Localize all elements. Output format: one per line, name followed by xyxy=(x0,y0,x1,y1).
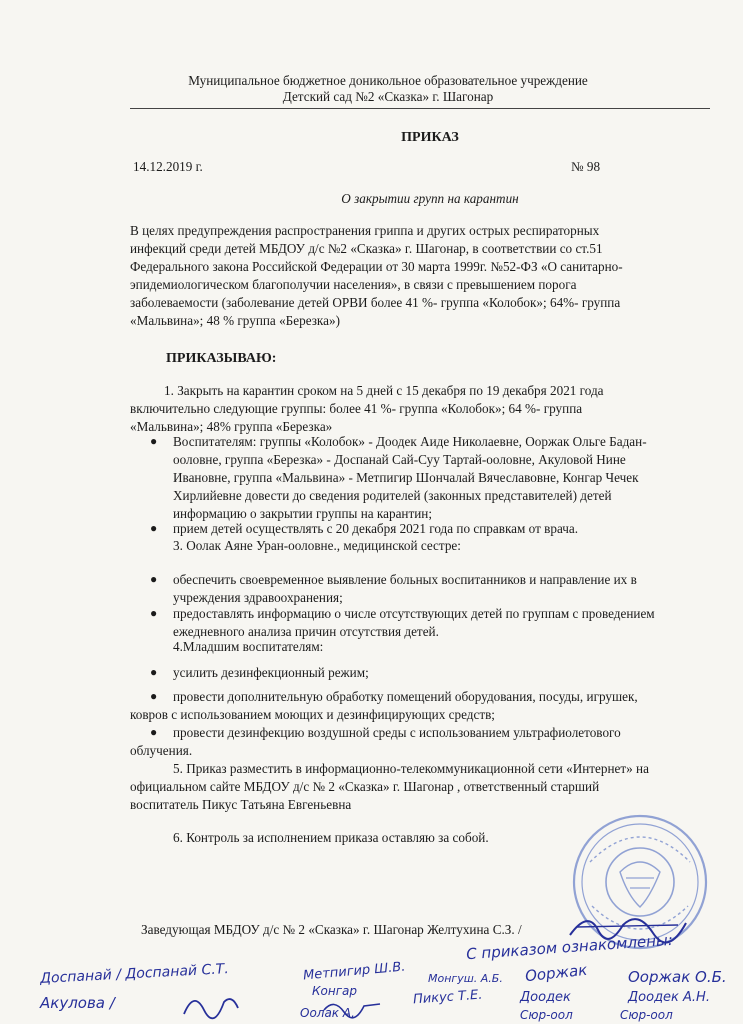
signature-entry: Доспанай / Доспанай С.Т. xyxy=(39,961,230,987)
signature-entry: Монгуш. А.Б. xyxy=(428,972,503,985)
bullet-4 xyxy=(173,605,713,641)
order-word: ПРИКАЗЫВАЮ: xyxy=(166,351,277,366)
item-1 xyxy=(130,382,714,436)
bullet-5: усилить дезинфекционный режим; xyxy=(173,665,369,680)
bullet-dot: ● xyxy=(150,434,158,448)
signature-scribble xyxy=(322,996,382,1020)
item-1-line: включительно следующие группы: более 41 %- группа «Колобок»; 64 %- группа xyxy=(130,401,583,416)
ack-header: С приказом ознакомлены: xyxy=(465,930,674,964)
signature-entry: Сюр-оол xyxy=(620,1008,673,1022)
signature-scribble xyxy=(180,988,240,1022)
signature-entry: Доодек А.Н. xyxy=(628,990,710,1005)
bullet-dot: ● xyxy=(150,725,158,739)
bullet-dot: ● xyxy=(150,689,158,703)
item-5 xyxy=(130,760,714,814)
item-5-line: официальном сайте МБДОУ д/с № 2 «Сказка» г. Шагонар , ответственный старший xyxy=(130,779,600,794)
preamble-line: Федерального закона Российской Федерации от 30 марта 1999г. №52-ФЗ «О санитарно- xyxy=(130,259,623,274)
bullet-1-line: Воспитателям: группы «Колобок» - Доодек Аиде Николаевне, Ооржак Ольге Бадан- xyxy=(173,434,647,449)
footer-signature-line: Заведующая МБДОУ д/с № 2 «Сказка» г. Шагонар Желтухина С.З. / xyxy=(141,922,522,937)
item-5-line: 5. Приказ разместить в информационно-телекоммуникационной сети «Интернет» на xyxy=(173,761,649,776)
doc-title: ПРИКАЗ xyxy=(401,130,459,145)
signature-entry: Сюр-оол xyxy=(520,1008,573,1022)
preamble xyxy=(130,222,714,330)
preamble-line: инфекций среди детей МБДОУ д/с №2 «Сказка» г. Шагонар, в соответствии со ст.51 xyxy=(130,241,603,256)
bullet-3 xyxy=(173,571,713,607)
bullet-2: прием детей осуществлять с 20 декабря 2021 года по справкам от врача. xyxy=(173,521,579,536)
preamble-line: «Мальвина»; 48 % группа «Березка») xyxy=(130,313,340,328)
bullet-1 xyxy=(173,433,713,523)
signature-entry: Доодек xyxy=(520,990,571,1005)
item-1-line: «Мальвина»; 48% группа «Березка» xyxy=(130,419,333,434)
item-5-line: воспитатель Пикус Татьяна Евгеньевна xyxy=(130,797,352,812)
bullet-7 xyxy=(130,724,714,760)
signature-entry: Ооржак О.Б. xyxy=(628,968,727,986)
signature-entry: Конгар xyxy=(312,984,357,998)
header-line-2: Детский сад №2 «Сказка» г. Шагонар xyxy=(282,89,494,104)
signature-entry: Оолак А. xyxy=(300,1006,355,1020)
header-rule xyxy=(130,108,710,109)
bullet-3-line: обеспечить своевременное выявление больных воспитанников и направление их в xyxy=(173,572,637,587)
bullet-6-line: ковров с использованием моющих и дезинфицирующих средств; xyxy=(130,707,495,722)
signature-entry: Метпигир Ш.В. xyxy=(302,959,406,984)
signature-entry: Акулова / xyxy=(40,994,115,1012)
doc-date: 14.12.2019 г. xyxy=(133,159,203,174)
header-line-1: Муниципальное бюджетное доникольное образовательное учреждение xyxy=(188,73,588,88)
bullet-4-line: предоставлять информацию о числе отсутствующих детей по группам с проведением xyxy=(173,606,655,621)
preamble-line: заболеваемости (заболевание детей ОРВИ более 41 %- группа «Колобок»; 64%- группа xyxy=(130,295,621,310)
bullet-3-line: учреждения здравоохранения; xyxy=(173,590,343,605)
bullet-dot: ● xyxy=(150,572,158,586)
bullet-1-line: информацию о закрытии группы на карантин; xyxy=(173,506,433,521)
signature-entry: Пикус Т.Е. xyxy=(412,987,483,1008)
bullet-4-line: ежедневного анализа причин отсутствия детей. xyxy=(173,624,439,639)
doc-number: № 98 xyxy=(571,159,601,174)
bullet-6 xyxy=(130,688,714,724)
bullet-7-line: облучения. xyxy=(130,743,193,758)
item-3: 3. Оолак Аяне Уран-ооловне., медицинской сестре: xyxy=(173,538,461,553)
bullet-dot: ● xyxy=(150,665,158,679)
bullet-1-line: ооловне, группа «Березка» - Доспанай Сай-Суу Тартай-ооловне, Акуловой Нине xyxy=(173,452,626,467)
signature-entry: Ооржак xyxy=(524,960,589,986)
preamble-line: В целях предупреждения распространения гриппа и других острых респираторных xyxy=(130,223,600,238)
bullet-6-line: провести дополнительную обработку помещений оборудования, посуды, игрушек, xyxy=(173,689,638,704)
bullet-7-line: провести дезинфекцию воздушной среды с использованием ультрафиолетового xyxy=(173,725,621,740)
doc-subject: О закрытии групп на карантин xyxy=(341,191,519,206)
bullet-1-line: Ивановне, группа «Мальвина» - Метпигир Шончалай Вячеславовне, Конгар Чечек xyxy=(173,470,639,485)
bullet-1-line: Хирлийевне довести до сведения родителей (законных представителей) детей xyxy=(173,488,612,503)
item-6: 6. Контроль за исполнением приказа оставляю за собой. xyxy=(173,830,489,845)
preamble-line: эпидемиологическом благополучии населения», в связи с превышением порога xyxy=(130,277,577,292)
item-1-line: 1. Закрыть на карантин сроком на 5 дней с 15 декабря по 19 декабря 2021 года xyxy=(164,383,604,398)
bullet-dot: ● xyxy=(150,606,158,620)
bullet-dot: ● xyxy=(150,521,158,535)
item-4: 4.Младшим воспитателям: xyxy=(173,639,324,654)
